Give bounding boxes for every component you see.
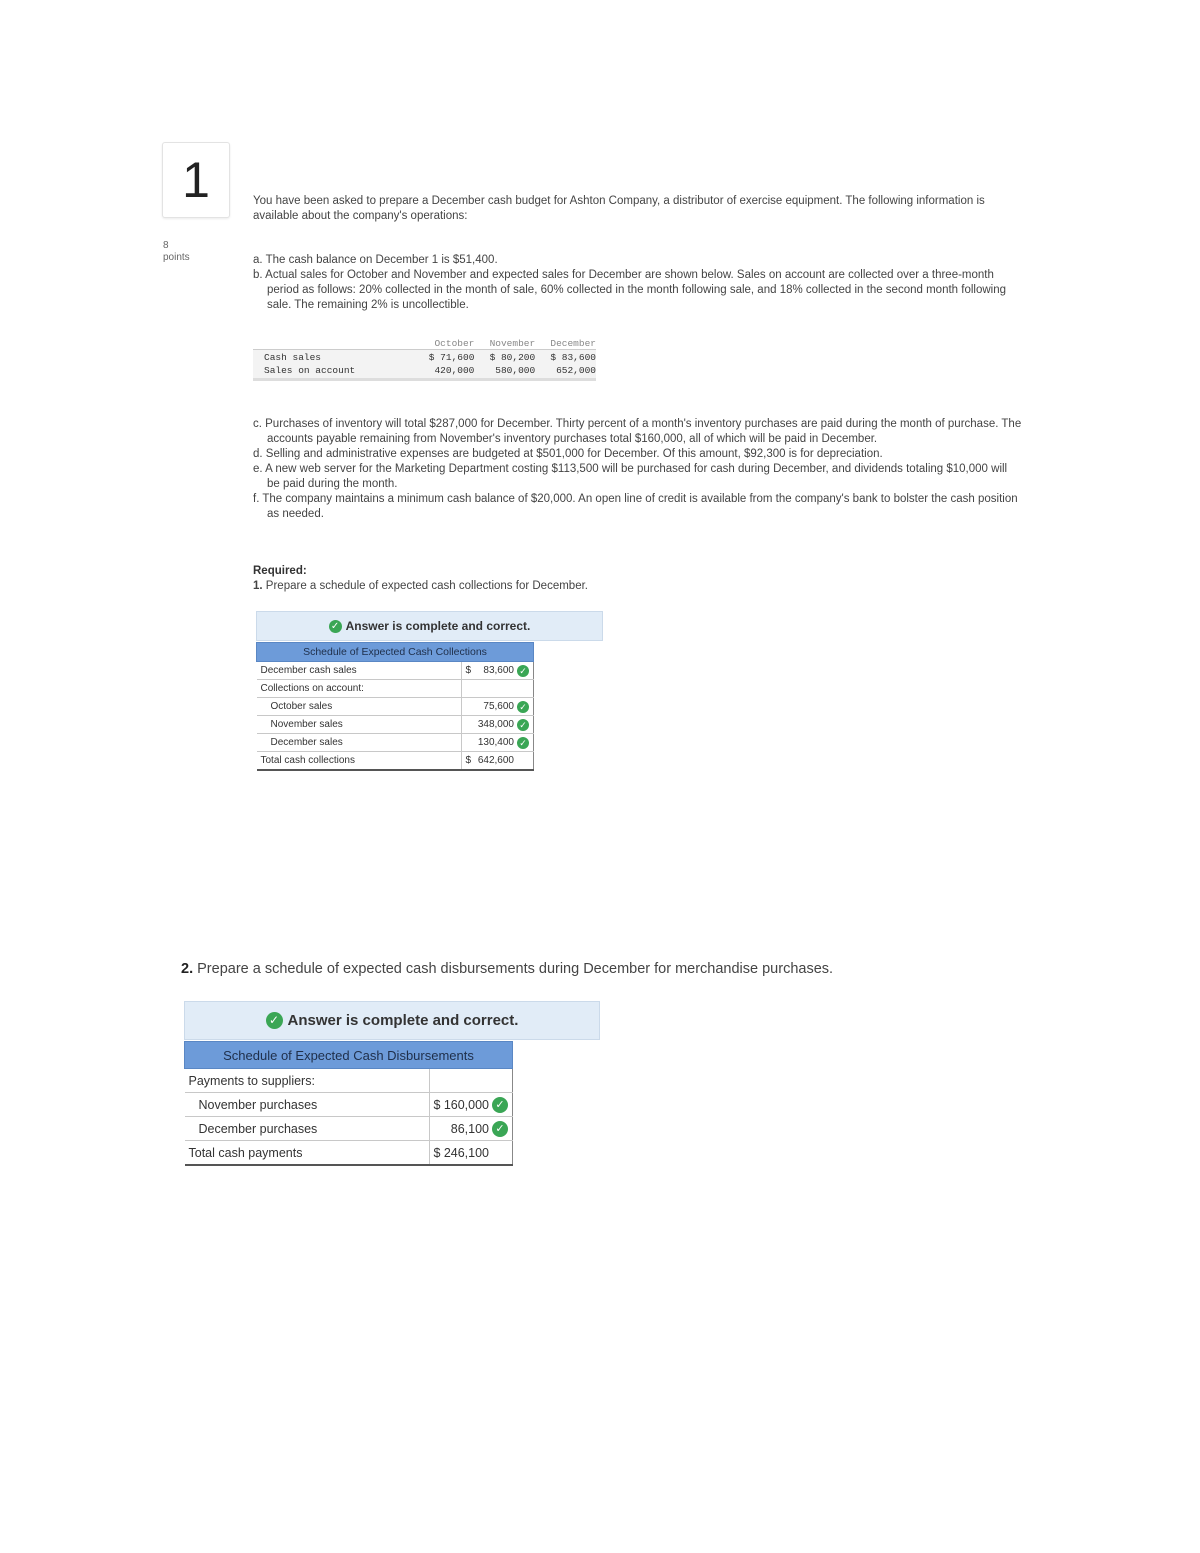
question-2-text: Prepare a schedule of expected cash disbursements during December for merchandise purchases. [197, 961, 834, 977]
currency-symbol: $ [433, 1097, 441, 1112]
required-title: Required: [253, 565, 307, 577]
sales-cell: 580,000 [495, 365, 536, 376]
cell-value: 348,000 [477, 719, 514, 730]
cell-value: 130,400 [477, 737, 514, 748]
sales-header-december: December [550, 338, 596, 349]
question-2-number: 2. [181, 961, 194, 977]
currency-symbol: $ [465, 665, 472, 676]
table-row [185, 1117, 513, 1141]
question-2 [181, 960, 1001, 978]
sales-row-label: Cash sales [264, 352, 322, 363]
row-label: November purchases [185, 1093, 430, 1117]
december-sales-input[interactable] [461, 734, 534, 752]
points-value: 8 [163, 240, 169, 251]
november-purchases-input[interactable] [429, 1093, 513, 1117]
info-list-part1 [253, 253, 1018, 313]
table-row [185, 1069, 513, 1093]
schedule-title: Schedule of Expected Cash Disbursements [185, 1042, 513, 1069]
required-item-text: Prepare a schedule of expected cash collections for December. [265, 580, 588, 592]
table-row [257, 662, 534, 680]
check-icon: ✓ [517, 737, 529, 749]
points-text: points [163, 252, 190, 263]
cell-value: 642,600 [477, 755, 514, 766]
question-intro: You have been asked to prepare a December cash budget for Ashton Company, a distributor of exercise equipment. The following information is available about the company's operations: [253, 195, 985, 222]
row-label: December cash sales [257, 662, 462, 680]
december-purchases-input[interactable] [429, 1117, 513, 1141]
row-label: Total cash collections [257, 752, 462, 771]
answer-banner-text: Answer is complete and correct. [345, 619, 531, 633]
row-label: October sales [257, 698, 462, 716]
october-sales-input[interactable] [461, 698, 534, 716]
sales-header-october: October [434, 338, 475, 349]
cell-value: 83,600 [483, 665, 514, 676]
cash-collections-schedule [256, 642, 534, 771]
row-label: Total cash payments [185, 1141, 430, 1166]
table-row [257, 698, 534, 716]
check-icon: ✓ [329, 620, 342, 633]
check-icon: ✓ [492, 1097, 508, 1113]
info-item-d: d. Selling and administrative expenses are budgeted at $501,000 for December. Of this amount, $92,300 is for depreciation. [253, 448, 883, 460]
sales-header-november: November [489, 338, 536, 349]
check-icon: ✓ [517, 701, 529, 713]
row-label: December sales [257, 734, 462, 752]
total-payments-value [429, 1141, 513, 1166]
row-label: December purchases [185, 1117, 430, 1141]
required-item-1 [253, 579, 853, 594]
info-item-c: c. Purchases of inventory will total $287,000 for December. Thirty percent of a month's inventory purchases are paid during the month of purchase. The accounts payable remaining from November's inventory purchases total $160,000, all of which will be paid in December. [253, 418, 1022, 445]
info-list-part2 [253, 417, 1023, 522]
info-item-b: b. Actual sales for October and November and expected sales for December are shown below. Sales on account are collected over a three-month period as follows: 20% collected in the month of sale, 60% collected in the month following sale, and 18% collected in the second month following sale. The remaining 2% is uncollectible. [253, 269, 1006, 311]
sales-row-label: Sales on account [264, 365, 356, 376]
required-section [253, 564, 853, 594]
answer-banner-text: Answer is complete and correct. [287, 1012, 519, 1029]
check-icon: ✓ [517, 719, 529, 731]
empty-cell [429, 1069, 513, 1093]
table-row [185, 1093, 513, 1117]
sales-cell: $ 83,600 [550, 352, 596, 363]
december-cash-sales-input[interactable] [461, 662, 534, 680]
row-label: November sales [257, 716, 462, 734]
sales-cell: $ 71,600 [428, 352, 475, 363]
row-label: Payments to suppliers: [185, 1069, 430, 1093]
sales-cell: $ 80,200 [489, 352, 536, 363]
currency-symbol: $ [433, 1145, 441, 1160]
table-row [257, 734, 534, 752]
sales-table [253, 338, 596, 381]
info-item-a: a. The cash balance on December 1 is $51,400. [253, 254, 498, 266]
required-item-number: 1. [253, 580, 263, 592]
empty-cell [461, 680, 534, 698]
table-row [257, 752, 534, 771]
question-number-box [162, 142, 230, 218]
question-number: 1 [182, 152, 210, 208]
cell-value: 246,100 [443, 1145, 489, 1160]
sales-row-account [253, 364, 596, 377]
check-icon: ✓ [492, 1121, 508, 1137]
points-label [163, 240, 190, 264]
check-icon: ✓ [517, 665, 529, 677]
info-item-f: f. The company maintains a minimum cash balance of $20,000. An open line of credit is available from the company's bank to bolster the cash position as needed. [253, 493, 1018, 520]
schedule-title: Schedule of Expected Cash Collections [257, 643, 534, 662]
sales-cell: 652,000 [556, 365, 596, 376]
currency-symbol: $ [465, 755, 472, 766]
table-row [185, 1141, 513, 1166]
row-label: Collections on account: [257, 680, 462, 698]
table-row [257, 680, 534, 698]
answer-banner-2 [184, 1001, 600, 1040]
info-item-e: e. A new web server for the Marketing Department costing $113,500 will be purchased for cash during December, and dividends totaling $10,000 will be paid during the month. [253, 463, 1008, 490]
cell-value: 86,100 [450, 1121, 489, 1136]
cell-value: 160,000 [443, 1097, 489, 1112]
cash-disbursements-schedule [184, 1041, 513, 1166]
total-collections-value [461, 752, 534, 771]
sales-cell: 420,000 [434, 365, 475, 376]
november-sales-input[interactable] [461, 716, 534, 734]
answer-banner-1 [256, 611, 603, 641]
sales-table-header [253, 338, 596, 349]
sales-row-cash [253, 351, 596, 364]
cell-value: 75,600 [483, 701, 514, 712]
table-row [257, 716, 534, 734]
check-icon: ✓ [266, 1012, 283, 1029]
